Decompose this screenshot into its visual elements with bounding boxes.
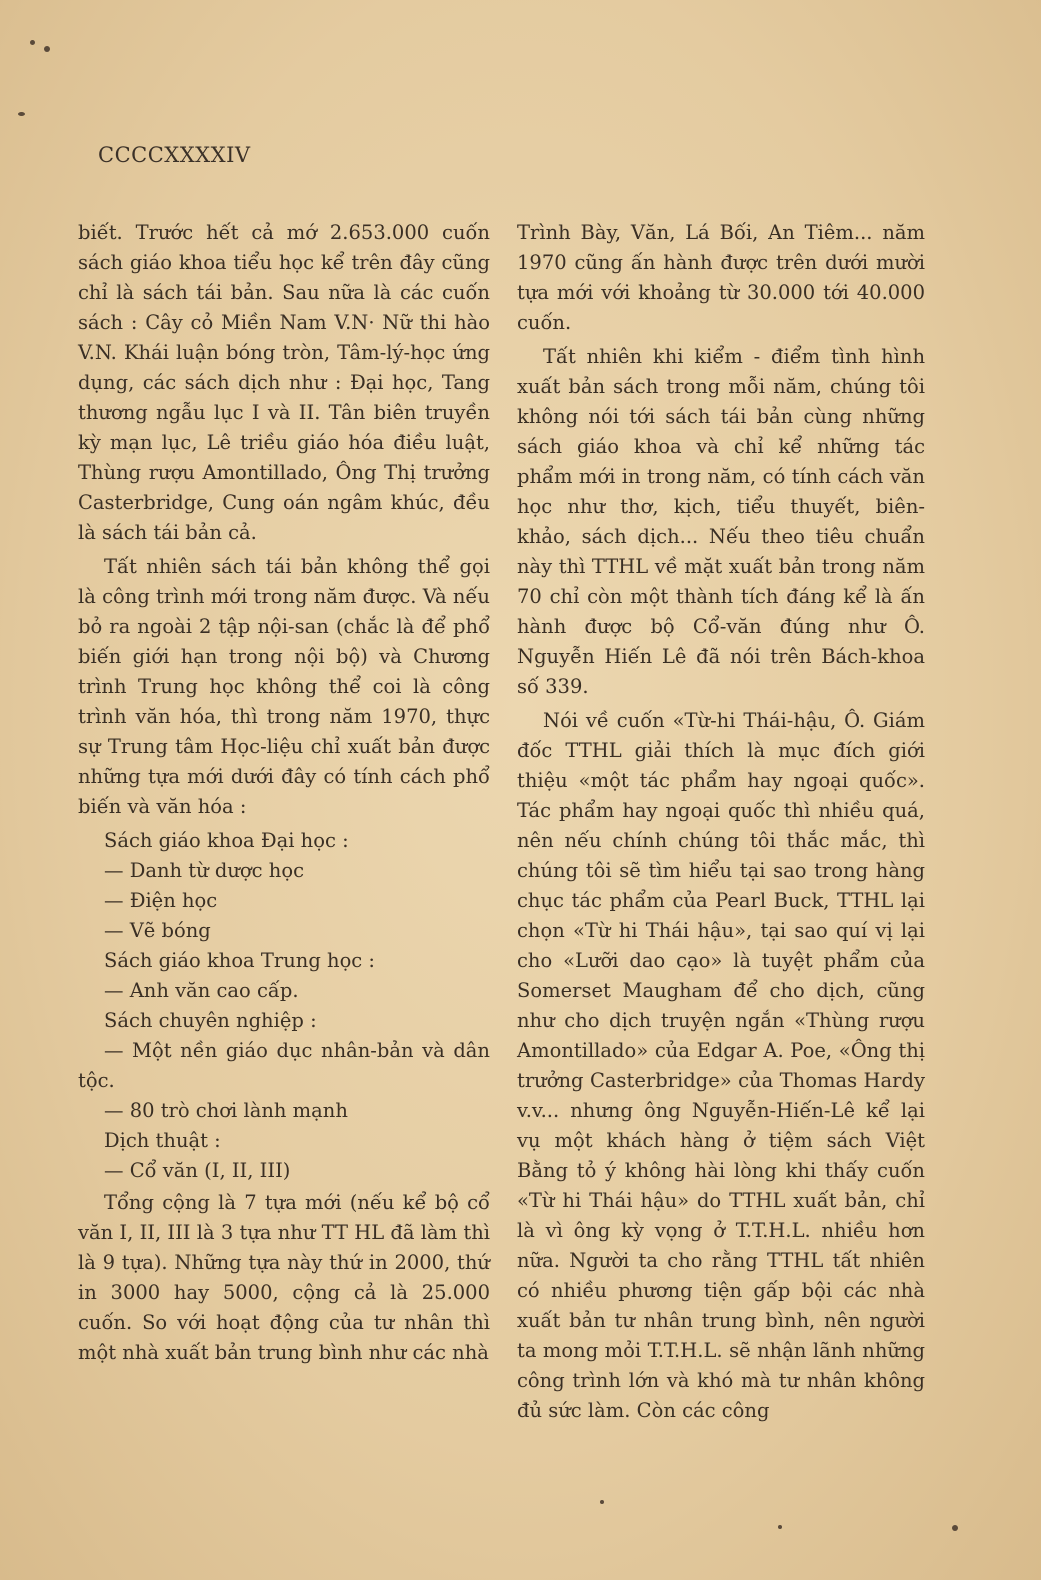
list-heading: Sách chuyên nghiệp : (104, 1009, 317, 1032)
ink-speck (778, 1525, 782, 1529)
left-column (78, 218, 490, 1368)
list-heading: Sách giáo khoa Trung học : (104, 949, 376, 972)
list-item: — 80 trò chơi lành mạnh (104, 1099, 348, 1122)
ink-speck (18, 112, 25, 116)
ink-speck (952, 1525, 958, 1531)
paragraph: Trình Bày, Văn, Lá Bối, An Tiêm... năm 1970 cũng ấn hành được trên dưới mười tựa mới với khoảng từ 30.000 tới 40.000 cuốn. (517, 221, 925, 334)
list-item: — Cổ văn (I, II, III) (104, 1159, 291, 1182)
right-column (517, 218, 925, 1426)
page-number: CCCCXXXXIV (98, 143, 251, 167)
list-item: — Một nền giáo dục nhân-bản và dân tộc. (78, 1039, 490, 1092)
ink-speck (44, 46, 50, 52)
list-item: — Danh từ dược học (104, 859, 304, 882)
paragraph: biết. Trước hết cả mớ 2.653.000 cuốn sách giáo khoa tiểu học kể trên đây cũng chỉ là sách tái bản. Sau nữa là các cuốn sách : Cây cỏ Miền Nam V.N· Nữ thi hào V.N. Khái luận bóng tròn, Tâm-lý-học ứng dụng, các sách dịch như : Đại học, Tang thương ngẫu lục I và II. Tân biên truyền kỳ mạn lục, Lê triều giáo hóa điều luật, Thùng rượu Amontillado, Ông Thị trưởng Casterbridge, Cung oán ngâm khúc, đều là sách tái bản cả. (78, 221, 490, 544)
list-item: — Điện học (104, 889, 218, 912)
list-heading: Dịch thuật : (104, 1129, 221, 1152)
ink-speck (600, 1500, 604, 1504)
paragraph: Tổng cộng là 7 tựa mới (nếu kể bộ cổ văn I, II, III là 3 tựa như TT HL đã làm thì là 9 tựa). Những tựa này thứ in 2000, thứ in 3000 hay 5000, cộng cả là 25.000 cuốn. So với hoạt động của tư nhân thì một nhà xuất bản trung bình như các nhà (78, 1191, 490, 1364)
paragraph: Tất nhiên sách tái bản không thể gọi là công trình mới trong năm được. Và nếu bỏ ra ngoài 2 tập nội-san (chắc là để phổ biến giới hạn trong nội bộ) và Chương trình Trung học không thể coi là công trình văn hóa, thì trong năm 1970, thực sự Trung tâm Học-liệu chỉ xuất bản được những tựa mới dưới đây có tính cách phổ biến và văn hóa : (78, 555, 490, 818)
ink-speck (30, 40, 35, 45)
paragraph: Nói về cuốn «Từ-hi Thái-hậu, Ô. Giám đốc TTHL giải thích là mục đích giới thiệu «một tác phẩm hay ngoại quốc». Tác phẩm hay ngoại quốc thì nhiều quá, nên nếu chính chúng tôi thắc mắc, thì chúng tôi sẽ tìm hiểu tại sao trong hàng chục tác phẩm của Pearl Buck, TTHL lại chọn «Từ hi Thái hậu», tại sao quí vị lại cho «Lưỡi dao cạo» là tuyệt phẩm của Somerset Maugham để cho dịch, cũng như cho dịch truyện ngắn «Thùng rượu Amontillado» của Edgar A. Poe, «Ông thị trưởng Casterbridge» của Thomas Hardy v.v... nhưng ông Nguyễn-Hiến-Lê kể lại vụ một khách hàng ở tiệm sách Việt Bằng tỏ ý không hài lòng khi thấy cuốn «Từ hi Thái hậu» do TTHL xuất bản, chỉ là vì ông kỳ vọng ở T.T.H.L. nhiều hơn nữa. Người ta cho rằng TTHL tất nhiên có nhiều phương tiện gấp bội các nhà xuất bản tư nhân trung bình, nên người ta mong mỏi T.T.H.L. sẽ nhận lãnh những công trình lớn và khó mà tư nhân không đủ sức làm. Còn các công (517, 709, 925, 1422)
list-item: — Anh văn cao cấp. (104, 979, 299, 1002)
list-heading: Sách giáo khoa Đại học : (104, 829, 349, 852)
paragraph: Tất nhiên khi kiểm - điểm tình hình xuất bản sách trong mỗi năm, chúng tôi không nói tới sách tái bản cùng những sách giáo khoa và chỉ kể những tác phẩm mới in trong năm, có tính cách văn học như thơ, kịch, tiểu thuyết, biên-khảo, sách dịch... Nếu theo tiêu chuẩn này thì TTHL về mặt xuất bản trong năm 70 chỉ còn một thành tích đáng kể là ấn hành được bộ Cổ-văn đúng như Ô. Nguyễn Hiến Lê đã nói trên Bách-khoa số 339. (517, 345, 925, 698)
title-list (78, 826, 490, 1186)
list-item: — Vẽ bóng (104, 919, 211, 942)
